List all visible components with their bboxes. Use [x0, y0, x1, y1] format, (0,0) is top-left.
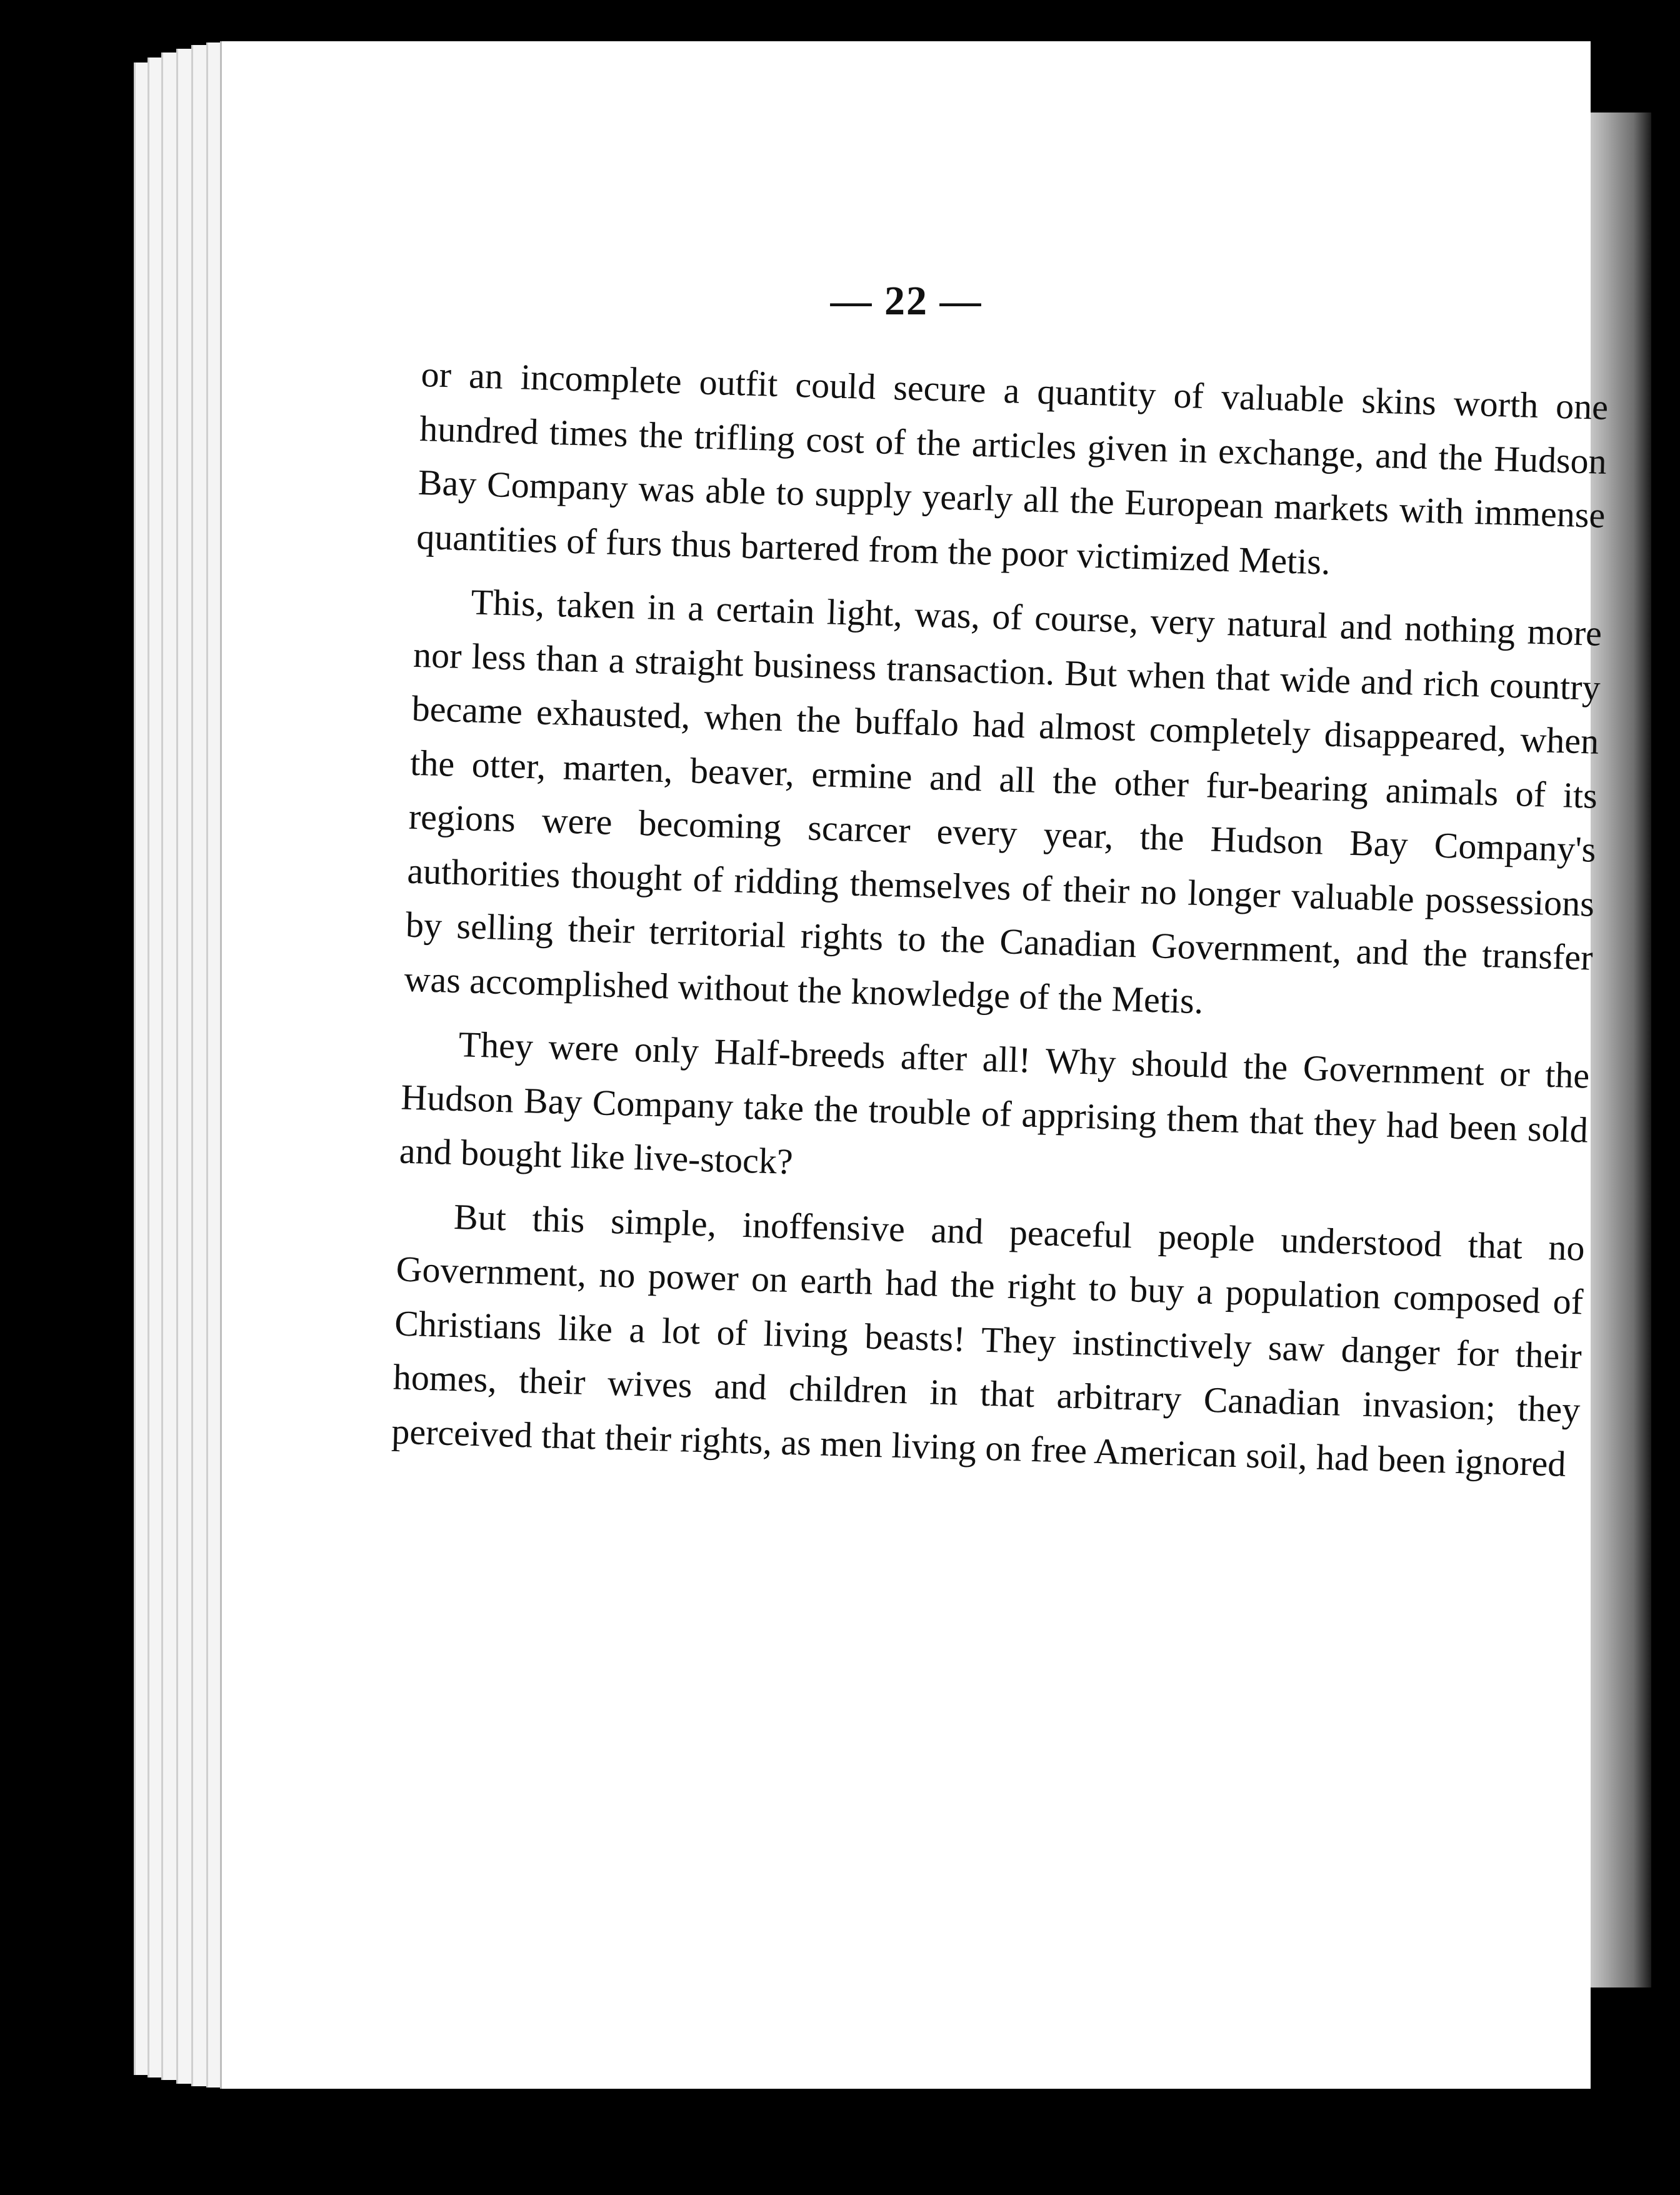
paragraph: This, taken in a certain light, was, of course, very natural and nothing more nor less than a straight business transaction. But when that wide and rich country became exhausted, when the buffalo had almost completely disappeared, when the otter, marten, beaver, ermine and all the other fur-bearing animals of its regions were becoming scarcer every year, the Hudson Bay Company's authorities thought of ridding themselves of their no longer valuable possessions by selling their territorial rights to the Canadian Government, and the transfer was accomplished without the knowledge of the Metis. — [403, 581, 1602, 1021]
body-text — [391, 348, 1609, 1501]
paragraph: or an incomplete outfit could secure a quantity of valuable skins worth one hundred times the trifling cost of the articles given in exchange, and the Hudson Bay Company was able to supply yearly all the European markets with immense quantities of furs thus bartered from the poor victimized Metis. — [416, 353, 1609, 582]
page-number: — 22 — — [830, 278, 982, 324]
paragraph: They were only Half-breeds after all! Why should the Government or the Hudson Bay Company take the trouble of apprising them that they had been sold and bought like live-stock? — [399, 1024, 1591, 1182]
book-page — [220, 41, 1609, 2089]
paragraph: But this simple, inoffensive and peaceful people understood that no Government, no power on earth had the right to buy a population composed of Christians like a lot of living beasts! They instinctively saw danger for their homes, their wives and children in that arbitrary Canadian invasion; they perceived that their rights, as men living on free American soil, had been ignored — [391, 1196, 1586, 1484]
